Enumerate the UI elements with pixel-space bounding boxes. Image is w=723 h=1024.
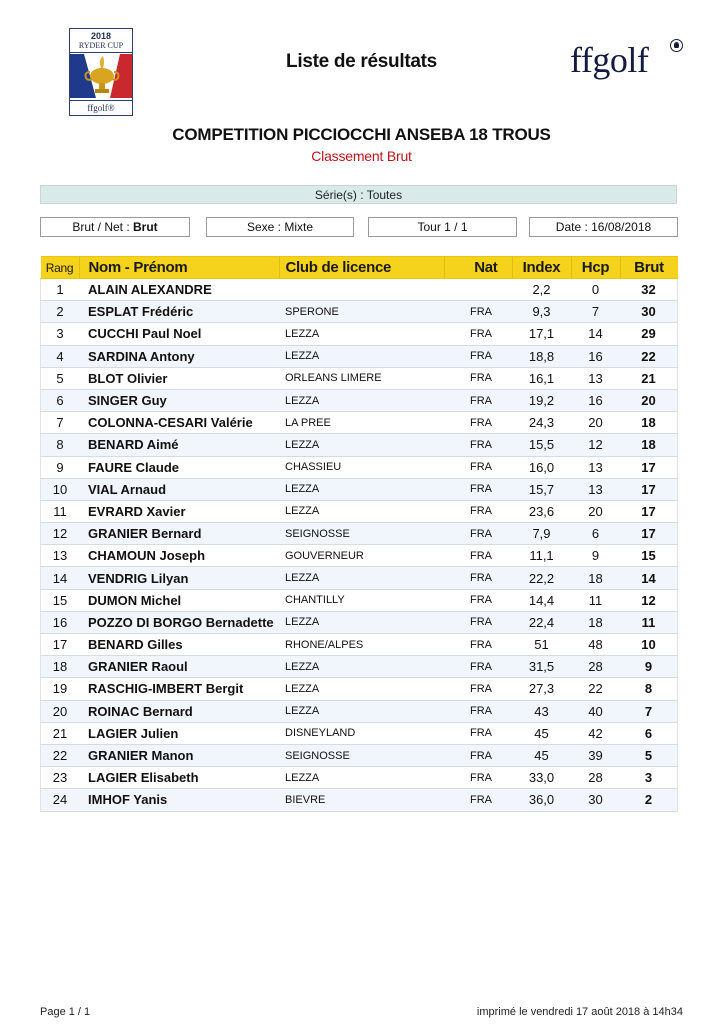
cell-index: 14,4 xyxy=(512,589,571,611)
cell-nat: FRA xyxy=(444,789,512,811)
cell-club: DISNEYLAND xyxy=(279,722,444,744)
cell-club: SPERONE xyxy=(279,301,444,323)
cell-hcp: 6 xyxy=(571,523,620,545)
cell-index: 45 xyxy=(512,722,571,744)
cell-rang: 23 xyxy=(41,767,80,789)
table-row xyxy=(41,434,678,456)
cell-index: 22,2 xyxy=(512,567,571,589)
cell-nat: FRA xyxy=(444,744,512,766)
cell-hcp: 11 xyxy=(571,589,620,611)
cell-nom-prenom: SINGER Guy xyxy=(79,389,279,411)
col-rang: Rang xyxy=(41,257,80,279)
cell-rang: 13 xyxy=(41,545,80,567)
cell-club: CHASSIEU xyxy=(279,456,444,478)
table-row xyxy=(41,611,678,633)
cell-rang: 19 xyxy=(41,678,80,700)
cell-brut: 8 xyxy=(620,678,678,700)
cell-club: LEZZA xyxy=(279,478,444,500)
cell-brut: 17 xyxy=(620,456,678,478)
col-club: Club de licence xyxy=(279,257,444,279)
cell-nom-prenom: SARDINA Antony xyxy=(79,345,279,367)
table-row xyxy=(41,523,678,545)
cell-index: 23,6 xyxy=(512,500,571,522)
competition-title: COMPETITION PICCIOCCHI ANSEBA 18 TROUS xyxy=(172,125,551,144)
cell-nat: FRA xyxy=(444,345,512,367)
tour-box xyxy=(368,217,517,237)
table-row xyxy=(41,656,678,678)
cell-brut: 7 xyxy=(620,700,678,722)
cell-brut: 29 xyxy=(620,323,678,345)
cell-index: 16,1 xyxy=(512,367,571,389)
cell-hcp: 12 xyxy=(571,434,620,456)
cell-brut: 32 xyxy=(620,279,678,301)
cell-club: SEIGNOSSE xyxy=(279,523,444,545)
table-row xyxy=(41,589,678,611)
cell-nat: FRA xyxy=(444,545,512,567)
table-row xyxy=(41,456,678,478)
table-row xyxy=(41,301,678,323)
cell-rang: 2 xyxy=(41,301,80,323)
cell-hcp: 48 xyxy=(571,634,620,656)
cell-club: LEZZA xyxy=(279,500,444,522)
cell-nom-prenom: DUMON Michel xyxy=(79,589,279,611)
cell-index: 36,0 xyxy=(512,789,571,811)
cell-nat: FRA xyxy=(444,678,512,700)
cell-hcp: 0 xyxy=(571,279,620,301)
cell-nat: FRA xyxy=(444,611,512,633)
cell-nat: FRA xyxy=(444,722,512,744)
sexe-label: Sexe : xyxy=(246,220,281,234)
table-row xyxy=(41,500,678,522)
cell-club: LEZZA xyxy=(279,767,444,789)
table-row xyxy=(41,767,678,789)
cell-club: LEZZA xyxy=(279,567,444,589)
table-row xyxy=(41,478,678,500)
cell-nom-prenom: BENARD Gilles xyxy=(79,634,279,656)
cell-rang: 20 xyxy=(41,700,80,722)
table-row xyxy=(41,279,678,301)
cell-brut: 10 xyxy=(620,634,678,656)
cell-hcp: 14 xyxy=(571,323,620,345)
cell-hcp: 13 xyxy=(571,478,620,500)
table-row xyxy=(41,545,678,567)
cell-hcp: 13 xyxy=(571,456,620,478)
cell-hcp: 42 xyxy=(571,722,620,744)
cell-index: 18,8 xyxy=(512,345,571,367)
cell-index: 7,9 xyxy=(512,523,571,545)
cell-hcp: 7 xyxy=(571,301,620,323)
page-title: Liste de résultats xyxy=(286,51,437,72)
cell-rang: 18 xyxy=(41,656,80,678)
table-row xyxy=(41,412,678,434)
brut-net-label: Brut / Net : xyxy=(72,220,130,234)
brut-net-value: Brut xyxy=(133,220,158,234)
cell-brut: 3 xyxy=(620,767,678,789)
cell-nom-prenom: ROINAC Bernard xyxy=(79,700,279,722)
ffgolf-brand-logo: ffgolf xyxy=(570,40,649,80)
cell-brut: 18 xyxy=(620,434,678,456)
cell-index: 22,4 xyxy=(512,611,571,633)
cell-brut: 12 xyxy=(620,589,678,611)
cell-rang: 8 xyxy=(41,434,80,456)
cell-rang: 16 xyxy=(41,611,80,633)
cell-index: 2,2 xyxy=(512,279,571,301)
logo-event: RYDER CUP xyxy=(70,42,132,53)
cell-brut: 17 xyxy=(620,523,678,545)
cell-nat xyxy=(444,279,512,301)
cell-club: BIEVRE xyxy=(279,789,444,811)
cell-nat: FRA xyxy=(444,523,512,545)
cell-hcp: 20 xyxy=(571,412,620,434)
cell-index: 45 xyxy=(512,744,571,766)
cell-rang: 5 xyxy=(41,367,80,389)
cell-rang: 17 xyxy=(41,634,80,656)
cell-brut: 2 xyxy=(620,789,678,811)
date-value: Date : 16/08/2018 xyxy=(555,220,652,234)
cell-index: 15,7 xyxy=(512,478,571,500)
col-nom-prenom: Nom - Prénom xyxy=(79,257,279,279)
print-timestamp: imprimé le vendredi 17 août 2018 à 14h34 xyxy=(476,1006,683,1018)
cell-club: LEZZA xyxy=(279,611,444,633)
cell-nat: FRA xyxy=(444,367,512,389)
cell-brut: 18 xyxy=(620,412,678,434)
cell-club: LEZZA xyxy=(279,700,444,722)
results-table xyxy=(40,256,678,812)
cell-club xyxy=(279,279,444,301)
col-hcp: Hcp xyxy=(571,257,620,279)
cell-index: 31,5 xyxy=(512,656,571,678)
cell-index: 43 xyxy=(512,700,571,722)
cell-nom-prenom: BLOT Olivier xyxy=(79,367,279,389)
cell-hcp: 28 xyxy=(571,767,620,789)
cell-hcp: 22 xyxy=(571,678,620,700)
cell-rang: 12 xyxy=(41,523,80,545)
cell-nat: FRA xyxy=(444,434,512,456)
cell-club: LEZZA xyxy=(279,345,444,367)
cell-nom-prenom: VENDRIG Lilyan xyxy=(79,567,279,589)
col-nat: Nat xyxy=(444,257,512,279)
cell-hcp: 40 xyxy=(571,700,620,722)
cell-nat: FRA xyxy=(444,700,512,722)
cell-brut: 6 xyxy=(620,722,678,744)
cell-club: LEZZA xyxy=(279,656,444,678)
cell-brut: 20 xyxy=(620,389,678,411)
cell-club: LEZZA xyxy=(279,323,444,345)
cell-nom-prenom: BENARD Aimé xyxy=(79,434,279,456)
logo-year: 2018 xyxy=(90,31,112,41)
cell-rang: 9 xyxy=(41,456,80,478)
cell-index: 33,0 xyxy=(512,767,571,789)
serie-bar: Série(s) : Toutes xyxy=(40,185,677,204)
cell-nom-prenom: GRANIER Manon xyxy=(79,744,279,766)
cell-nat: FRA xyxy=(444,456,512,478)
cell-nat: FRA xyxy=(444,301,512,323)
cell-nat: FRA xyxy=(444,589,512,611)
cell-nat: FRA xyxy=(444,478,512,500)
table-row xyxy=(41,789,678,811)
table-row xyxy=(41,389,678,411)
cell-rang: 10 xyxy=(41,478,80,500)
cell-nom-prenom: FAURE Claude xyxy=(79,456,279,478)
cell-nom-prenom: CHAMOUN Joseph xyxy=(79,545,279,567)
cell-club: LEZZA xyxy=(279,678,444,700)
cell-rang: 14 xyxy=(41,567,80,589)
cell-nat: FRA xyxy=(444,634,512,656)
table-header-row xyxy=(41,257,678,279)
cell-rang: 4 xyxy=(41,345,80,367)
cell-nom-prenom: ESPLAT Frédéric xyxy=(79,301,279,323)
cell-nat: FRA xyxy=(444,656,512,678)
cell-index: 11,1 xyxy=(512,545,571,567)
cell-index: 24,3 xyxy=(512,412,571,434)
cell-hcp: 28 xyxy=(571,656,620,678)
cell-club: LA PREE xyxy=(279,412,444,434)
table-row xyxy=(41,700,678,722)
cell-index: 9,3 xyxy=(512,301,571,323)
cell-index: 15,5 xyxy=(512,434,571,456)
cell-nom-prenom: GRANIER Bernard xyxy=(79,523,279,545)
cell-hcp: 16 xyxy=(571,345,620,367)
registered-rooster-icon xyxy=(670,39,683,52)
cell-index: 16,0 xyxy=(512,456,571,478)
page-number: Page 1 / 1 xyxy=(40,1006,91,1018)
cell-brut: 15 xyxy=(620,545,678,567)
brut-net-box xyxy=(40,217,190,237)
cell-index: 27,3 xyxy=(512,678,571,700)
cell-nom-prenom: GRANIER Raoul xyxy=(79,656,279,678)
cell-index: 51 xyxy=(512,634,571,656)
cell-hcp: 30 xyxy=(571,789,620,811)
logo-org: ffgolf® xyxy=(70,100,132,113)
table-row xyxy=(41,345,678,367)
cell-nat: FRA xyxy=(444,500,512,522)
cell-hcp: 18 xyxy=(571,611,620,633)
cell-brut: 21 xyxy=(620,367,678,389)
cell-nom-prenom: COLONNA-CESARI Valérie xyxy=(79,412,279,434)
cell-nom-prenom: EVRARD Xavier xyxy=(79,500,279,522)
cell-hcp: 16 xyxy=(571,389,620,411)
cell-brut: 30 xyxy=(620,301,678,323)
cell-club: RHONE/ALPES xyxy=(279,634,444,656)
table-row xyxy=(41,634,678,656)
cell-club: LEZZA xyxy=(279,389,444,411)
cell-rang: 24 xyxy=(41,789,80,811)
cell-hcp: 39 xyxy=(571,744,620,766)
cell-nat: FRA xyxy=(444,323,512,345)
sexe-box xyxy=(206,217,354,237)
table-row xyxy=(41,722,678,744)
cell-rang: 21 xyxy=(41,722,80,744)
cell-club: ORLEANS LIMERE xyxy=(279,367,444,389)
cell-club: CHANTILLY xyxy=(279,589,444,611)
cell-rang: 22 xyxy=(41,744,80,766)
table-row xyxy=(41,367,678,389)
cell-nom-prenom: CUCCHI Paul Noel xyxy=(79,323,279,345)
cell-brut: 9 xyxy=(620,656,678,678)
col-brut: Brut xyxy=(620,257,678,279)
cell-index: 17,1 xyxy=(512,323,571,345)
cell-nom-prenom: LAGIER Julien xyxy=(79,722,279,744)
cell-club: SEIGNOSSE xyxy=(279,744,444,766)
cell-brut: 5 xyxy=(620,744,678,766)
cell-nom-prenom: POZZO DI BORGO Bernadette xyxy=(79,611,279,633)
cell-hcp: 9 xyxy=(571,545,620,567)
cell-nom-prenom: RASCHIG-IMBERT Bergit xyxy=(79,678,279,700)
cell-brut: 17 xyxy=(620,500,678,522)
table-row xyxy=(41,744,678,766)
cell-club: LEZZA xyxy=(279,434,444,456)
cell-hcp: 13 xyxy=(571,367,620,389)
table-row xyxy=(41,323,678,345)
cell-brut: 17 xyxy=(620,478,678,500)
cell-rang: 7 xyxy=(41,412,80,434)
cell-rang: 6 xyxy=(41,389,80,411)
cell-hcp: 18 xyxy=(571,567,620,589)
date-box xyxy=(529,217,678,237)
classement-subtitle: Classement Brut xyxy=(311,148,412,164)
cell-index: 19,2 xyxy=(512,389,571,411)
cell-nom-prenom: VIAL Arnaud xyxy=(79,478,279,500)
cell-hcp: 20 xyxy=(571,500,620,522)
cell-nom-prenom: IMHOF Yanis xyxy=(79,789,279,811)
table-row xyxy=(41,678,678,700)
cell-rang: 11 xyxy=(41,500,80,522)
cell-rang: 3 xyxy=(41,323,80,345)
cell-nat: FRA xyxy=(444,767,512,789)
table-row xyxy=(41,567,678,589)
tour-value: Tour 1 / 1 xyxy=(417,220,468,234)
cell-rang: 15 xyxy=(41,589,80,611)
cell-brut: 14 xyxy=(620,567,678,589)
cell-brut: 11 xyxy=(620,611,678,633)
cell-rang: 1 xyxy=(41,279,80,301)
cell-brut: 22 xyxy=(620,345,678,367)
cell-club: GOUVERNEUR xyxy=(279,545,444,567)
cell-nat: FRA xyxy=(444,389,512,411)
col-index: Index xyxy=(512,257,571,279)
cell-nom-prenom: ALAIN ALEXANDRE xyxy=(79,279,279,301)
cell-nat: FRA xyxy=(444,567,512,589)
cell-nom-prenom: LAGIER Elisabeth xyxy=(79,767,279,789)
sexe-value: Mixte xyxy=(284,220,314,234)
cell-nat: FRA xyxy=(444,412,512,434)
